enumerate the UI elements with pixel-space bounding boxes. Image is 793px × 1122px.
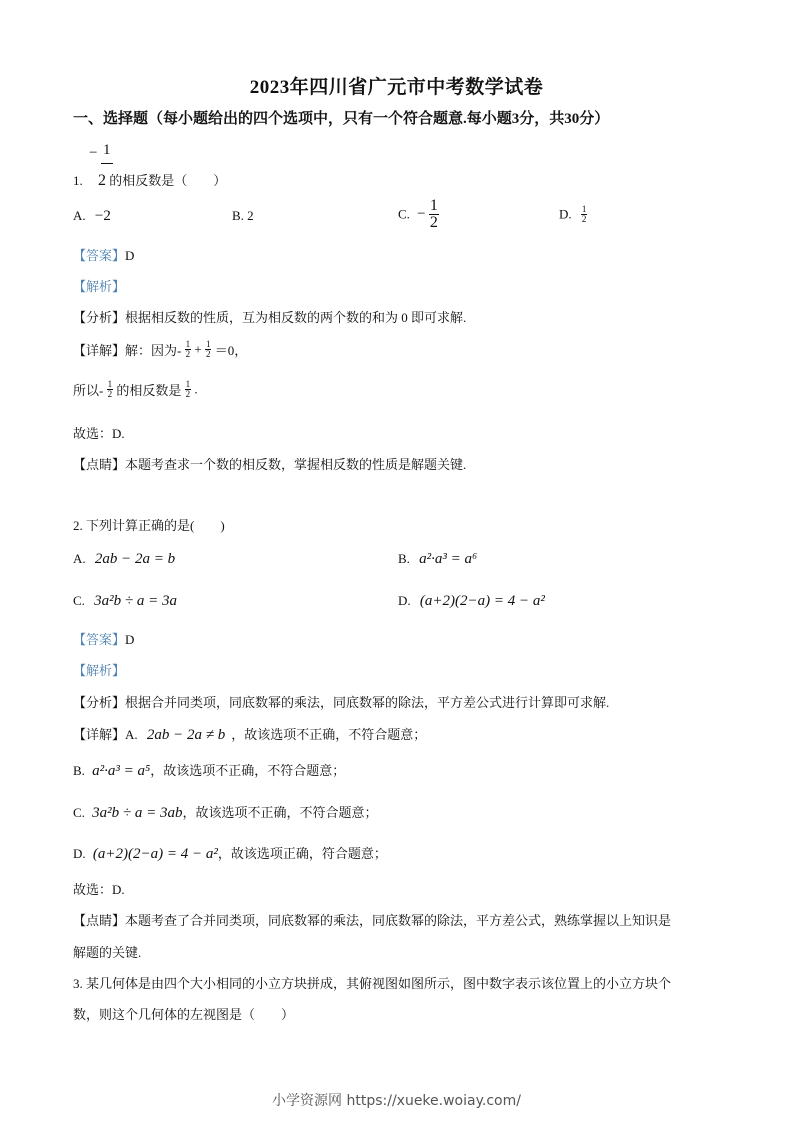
q1-stem-sign: − — [89, 145, 98, 161]
answer-value: D — [125, 248, 135, 263]
q2-fenxi: 【分析】根据合并同类项，同底数幂的乘法，同底数幂的除法，平方差公式进行计算即可求解. — [73, 695, 610, 710]
section-heading: 一、选择题（每小题给出的四个选项中，只有一个符合题意.每小题3分，共30分） — [73, 111, 610, 127]
q1-guxuan: 故选：D. — [73, 426, 125, 441]
fraction-bar — [101, 163, 113, 164]
q3-stem: 3. 某几何体是由四个大小相同的小立方块拼成，其俯视图如图所示，图中数字表示该位置上的小立方块个 — [73, 976, 672, 991]
answer-label: 【答案】 — [73, 248, 126, 263]
q2-guxuan: 故选：D. — [73, 882, 125, 897]
fenxi-label: 【分析】 — [73, 695, 126, 710]
q2-dianjing: 【点睛】本题考查了合并同类项，同底数幂的乘法，同底数幂的除法，平方差公式，熟练掌握以上知识是 — [73, 913, 672, 928]
answer-value: D — [125, 632, 135, 647]
dianjing-label: 【点睛】 — [73, 457, 126, 472]
q1-xiangjie-2: 所以- $\frac{1}{2}$ 的相反数是 $\frac{1}{2}$ . — [73, 379, 198, 399]
q2-dianjing-cont: 解题的关键. — [73, 945, 142, 960]
watermark-footer: 小学资源网 https://xueke.woiay.com/ — [272, 1093, 521, 1109]
q2-option-a: A. 2ab − 2a = b — [73, 551, 176, 567]
q2-option-c: C. 3a²b ÷ a = 3a — [73, 593, 178, 609]
q1-number: 1. — [73, 173, 83, 188]
q1-option-b: B. 2 — [232, 208, 254, 223]
q1-fenxi: 【分析】根据相反数的性质，互为相反数的两个数的和为 0 即可求解. — [73, 310, 467, 325]
q1-stem-line — [73, 170, 226, 190]
fraction: $\frac{1}{2}$ — [185, 339, 191, 359]
q2-analysis-label: 【解析】 — [73, 663, 126, 678]
xiangjie-label: 【详解】 — [73, 727, 126, 742]
q2-answer — [73, 629, 134, 648]
q2-number: 2. — [73, 518, 83, 533]
q3-number: 3. — [73, 976, 83, 991]
q1-stem-den: 2 — [98, 172, 106, 189]
q1-answer — [73, 245, 134, 264]
q1-option-a: A. −2 — [73, 208, 111, 224]
answer-label: 【答案】 — [73, 632, 126, 647]
q2-detail-a: 【详解】A. 2ab − 2a ≠ b ，故该选项不正确，不符合题意； — [73, 727, 427, 743]
q1-xiangjie: 【详解】解：因为- $\frac{1}{2}$ + $\frac{1}{2}$ ＝0， — [73, 339, 248, 359]
xiangjie-label: 【详解】 — [73, 343, 126, 358]
q2-detail-d: D. (a+2)(2−a) = 4 − a²，故该选项正确，符合题意； — [73, 846, 387, 862]
q3-stem-cont: 数，则这个几何体的左视图是（ ） — [73, 1007, 295, 1022]
q1-stem-text: 的相反数是（ ） — [109, 173, 227, 188]
dianjing-label: 【点睛】 — [73, 913, 126, 928]
fraction: $\frac{1}{2}$ — [429, 197, 438, 231]
q1-option-c: C. − $\frac{1}{2}$ — [398, 197, 438, 231]
fraction: $\frac{1}{2}$ — [205, 339, 211, 359]
fraction: $\frac{1}{2}$ — [581, 204, 587, 224]
fraction: $\frac{1}{2}$ — [185, 379, 191, 399]
q1-dianjing: 【点睛】本题考查求一个数的相反数，掌握相反数的性质是解题关键. — [73, 457, 467, 472]
q2-option-b: B. a²·a³ = a⁶ — [398, 551, 478, 567]
q1-analysis-label: 【解析】 — [73, 279, 126, 294]
q1-option-d: D. $\frac{1}{2}$ — [559, 204, 587, 224]
q2-detail-b: B. a²·a³ = a⁵，故该选项不正确，不符合题意； — [73, 763, 346, 779]
page-title: 2023年四川省广元市中考数学试卷 — [249, 77, 544, 98]
q2-detail-c: C. 3a²b ÷ a = 3ab，故该选项不正确，不符合题意； — [73, 805, 378, 821]
q2-option-d: D. (a+2)(2−a) = 4 − a² — [398, 593, 545, 609]
q2-stem: 2. 下列计算正确的是( ) — [73, 518, 225, 533]
fraction: $\frac{1}{2}$ — [107, 379, 113, 399]
fenxi-label: 【分析】 — [73, 310, 126, 325]
q1-stem-num: 1 — [103, 142, 111, 158]
